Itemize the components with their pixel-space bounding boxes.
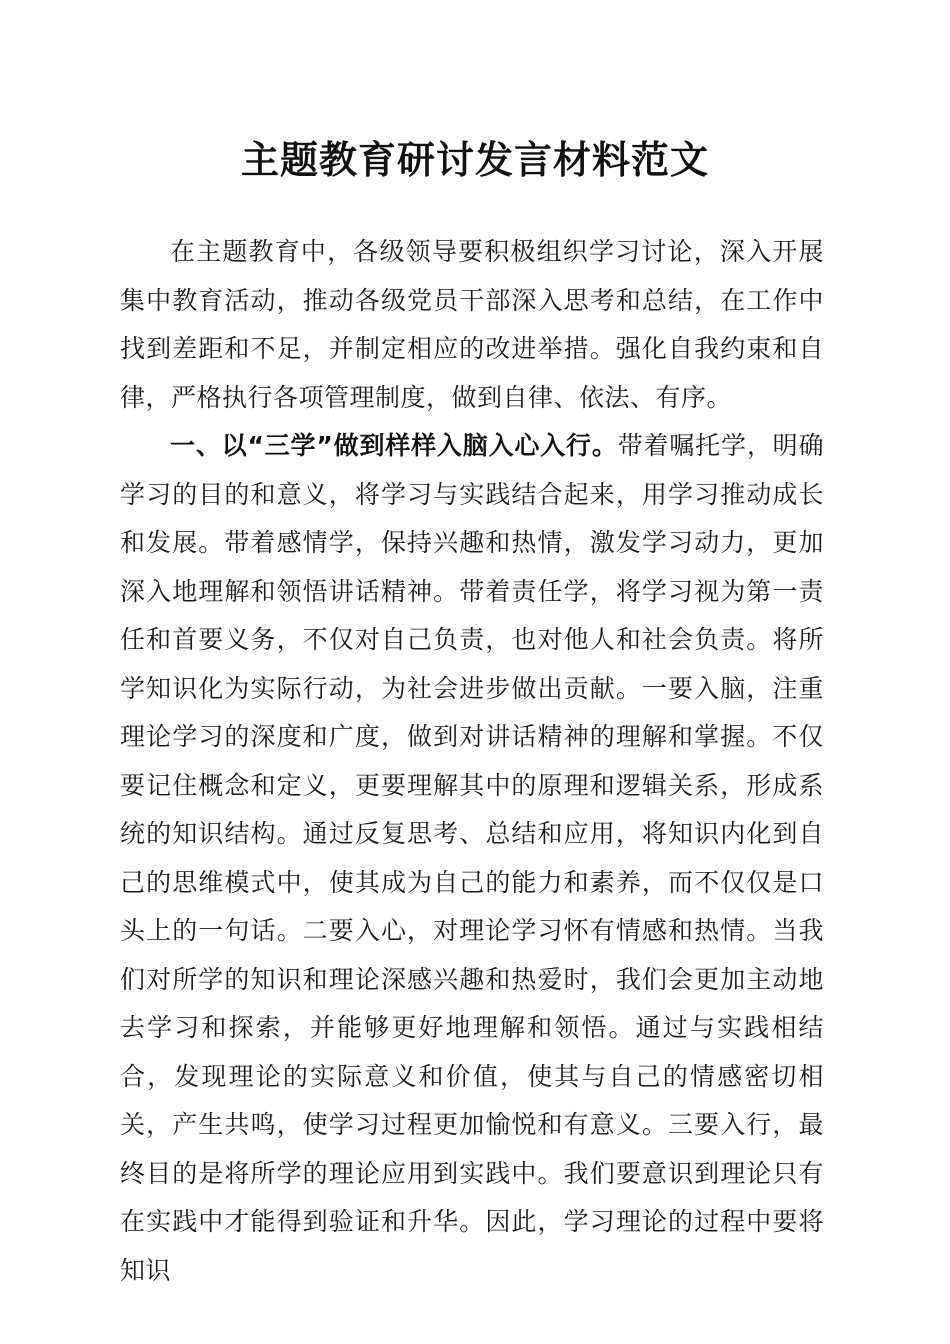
document-body	[120, 228, 824, 1295]
intro-paragraph: 在主题教育中，各级领导要积极组织学习讨论，深入开展集中教育活动，推动各级党员干部深入思考和总结，在工作中找到差距和不足，并制定相应的改进举措。强化自我约束和自律，严格执行各项管理制度，做到自律、依法、有序。	[120, 237, 824, 412]
section-1-paragraph	[120, 422, 824, 1295]
section-1-heading: 一、以“三学”做到样样入脑入心入行。	[170, 431, 618, 460]
document-title: 主题教育研讨发言材料范文	[240, 137, 709, 182]
section-1-text: 带着嘱托学，明确学习的目的和意义，将学习与实践结合起来，用学习推动成长和发展。带着感情学，保持兴趣和热情，激发学习动力，更加深入地理解和领悟讲话精神。带着责任学，将学习视为第一责任和首要义务，不仅对自己负责，也对他人和社会负责。将所学知识化为实际行动，为社会进步做出贡献。一要入脑，注重理论学习的深度和广度，做到对讲话精神的理解和掌握。不仅要记住概念和定义，更要理解其中的原理和逻辑关系，形成系统的知识结构。通过反复思考、总结和应用，将知识内化到自己的思维模式中，使其成为自己的能力和素养，而不仅仅是口头上的一句话。二要入心，对理论学习怀有情感和热情。当我们对所学的知识和理论深感兴趣和热爱时，我们会更加主动地去学习和探索，并能够更好地理解和领悟。通过与实践相结合，发现理论的实际意义和价值，使其与自己的情感密切相关，产生共鸣，使学习过程更加愉悦和有意义。三要入行，最终目的是将所学的理论应用到实践中。我们要意识到理论只有在实践中才能得到验证和升华。因此，学习理论的过程中要将知识	[120, 431, 824, 1285]
